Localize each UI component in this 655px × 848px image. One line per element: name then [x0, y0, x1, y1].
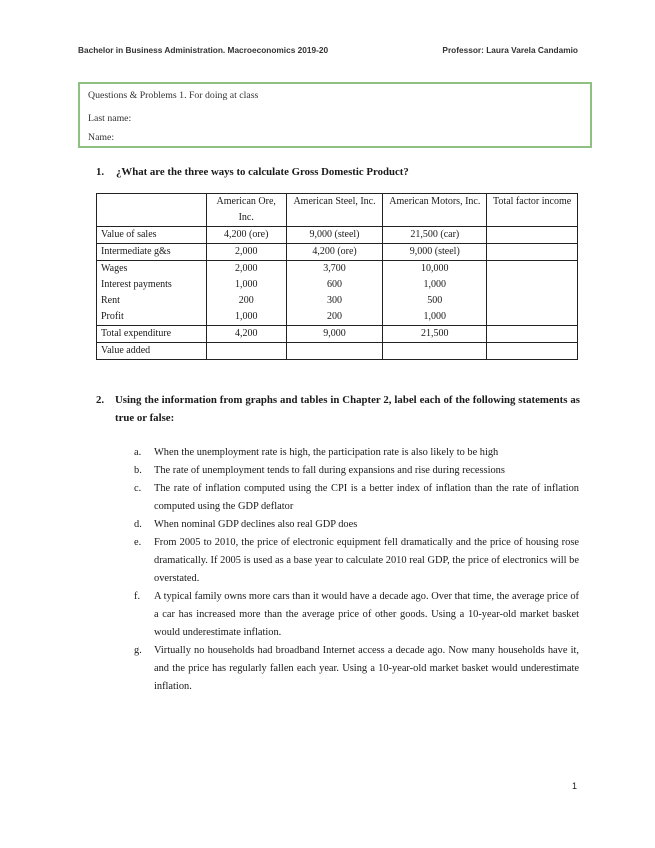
- question-2: [96, 391, 580, 427]
- question-2-text: Using the information from graphs and tables in Chapter 2, label each of the following statements as true or false:: [115, 394, 580, 424]
- statement-marker: d.: [134, 519, 142, 530]
- question-1-number: 1.: [96, 166, 105, 178]
- table-row: [97, 343, 578, 360]
- table-cell: 600: [286, 277, 383, 293]
- last-name-field: Last name:: [88, 113, 132, 124]
- course-title: Bachelor in Business Administration. Macroeconomics 2019-20: [78, 45, 329, 55]
- list-item: [134, 588, 579, 642]
- table-cell: 1,000: [206, 277, 286, 293]
- statement-marker: a.: [134, 447, 142, 458]
- table-cell: 1,000: [383, 309, 487, 326]
- table-header-cell: [97, 194, 207, 227]
- statement-text: The rate of inflation computed using the CPI is a better index of inflation than the rate of inflation computed using the GDP deflator: [154, 483, 579, 512]
- statement-marker: c.: [134, 483, 142, 494]
- table-cell: 3,700: [286, 261, 383, 278]
- table-row: [97, 277, 578, 293]
- row-label: Total expenditure: [97, 326, 207, 343]
- table-cell: 1,000: [206, 309, 286, 326]
- question-1: [96, 166, 409, 178]
- table-cell: 4,200 (ore): [206, 227, 286, 244]
- row-label: Wages: [97, 261, 207, 278]
- table-cell: [487, 293, 578, 309]
- table-cell: [487, 244, 578, 261]
- statement-text: When nominal GDP declines also real GDP does: [154, 519, 358, 530]
- page-number: 1: [572, 781, 578, 791]
- statement-marker: e.: [134, 537, 142, 548]
- table-row: [97, 309, 578, 326]
- table-cell: [487, 343, 578, 360]
- table-row: [97, 244, 578, 261]
- table-cell: 300: [286, 293, 383, 309]
- table-cell: 1,000: [383, 277, 487, 293]
- row-label: Rent: [97, 293, 207, 309]
- statement-text: The rate of unemployment tends to fall during expansions and rise during recessions: [154, 465, 505, 476]
- question-2-number: 2.: [96, 394, 105, 406]
- list-item: [134, 462, 579, 480]
- table-cell: [487, 309, 578, 326]
- statement-text: A typical family owns more cars than it would have a decade ago. Over that time, the average price of a car has increased more than the average price of other goods. Using a 10-year-old market basket would underestimate inflation.: [154, 591, 579, 638]
- table-cell: 200: [206, 293, 286, 309]
- row-label: Profit: [97, 309, 207, 326]
- table-row: [97, 261, 578, 278]
- list-item: [134, 516, 579, 534]
- statement-text: From 2005 to 2010, the price of electronic equipment fell dramatically and the price of housing rose dramatically. If 2005 is used as a base year to calculate 2010 real GDP, the price of electronics will be overstated.: [154, 537, 579, 584]
- table-cell: [206, 343, 286, 360]
- table-cell: 4,200: [206, 326, 286, 343]
- table-cell: 2,000: [206, 261, 286, 278]
- table-header-cell: Total factor income: [487, 194, 578, 227]
- table-cell: [487, 261, 578, 278]
- statement-text: Virtually no households had broadband Internet access a decade ago. Now many households have it, and the price has regularly fallen each year. Using a 10-year-old market basket would underestimate inflation.: [154, 645, 579, 692]
- info-box-title: Questions & Problems 1. For doing at class: [88, 90, 259, 101]
- table-cell: 9,000: [286, 326, 383, 343]
- statement-list: [134, 444, 579, 696]
- table-cell: [383, 343, 487, 360]
- table-row: [97, 293, 578, 309]
- table-header-cell: American Motors, Inc.: [383, 194, 487, 227]
- row-label: Interest payments: [97, 277, 207, 293]
- list-item: [134, 444, 579, 462]
- table-cell: 9,000 (steel): [383, 244, 487, 261]
- table-row: [97, 227, 578, 244]
- list-item: [134, 480, 579, 516]
- statement-marker: f.: [134, 591, 141, 602]
- table-cell: 200: [286, 309, 383, 326]
- table-cell: 9,000 (steel): [286, 227, 383, 244]
- table-cell: [487, 277, 578, 293]
- statement-marker: g.: [134, 645, 142, 656]
- row-label: Value of sales: [97, 227, 207, 244]
- row-label: Value added: [97, 343, 207, 360]
- table-cell: [487, 326, 578, 343]
- table-cell: 10,000: [383, 261, 487, 278]
- student-info-box: [78, 82, 592, 148]
- professor-name: Professor: Laura Varela Candamio: [442, 45, 578, 55]
- list-item: [134, 534, 579, 588]
- table-cell: 21,500: [383, 326, 487, 343]
- list-item: [134, 642, 579, 696]
- statement-text: When the unemployment rate is high, the participation rate is also likely to be high: [154, 447, 499, 458]
- gdp-table: [96, 193, 578, 360]
- table-header-row: [97, 194, 578, 227]
- table-row: [97, 326, 578, 343]
- table-cell: [487, 227, 578, 244]
- question-1-text: ¿What are the three ways to calculate Gross Domestic Product?: [116, 166, 409, 178]
- statement-marker: b.: [134, 465, 142, 476]
- table-cell: [286, 343, 383, 360]
- table-cell: 4,200 (ore): [286, 244, 383, 261]
- name-field: Name:: [88, 132, 115, 143]
- table-cell: 500: [383, 293, 487, 309]
- table-header-cell: American Ore, Inc.: [206, 194, 286, 227]
- row-label: Intermediate g&s: [97, 244, 207, 261]
- table-cell: 21,500 (car): [383, 227, 487, 244]
- table-cell: 2,000: [206, 244, 286, 261]
- table-header-cell: American Steel, Inc.: [286, 194, 383, 227]
